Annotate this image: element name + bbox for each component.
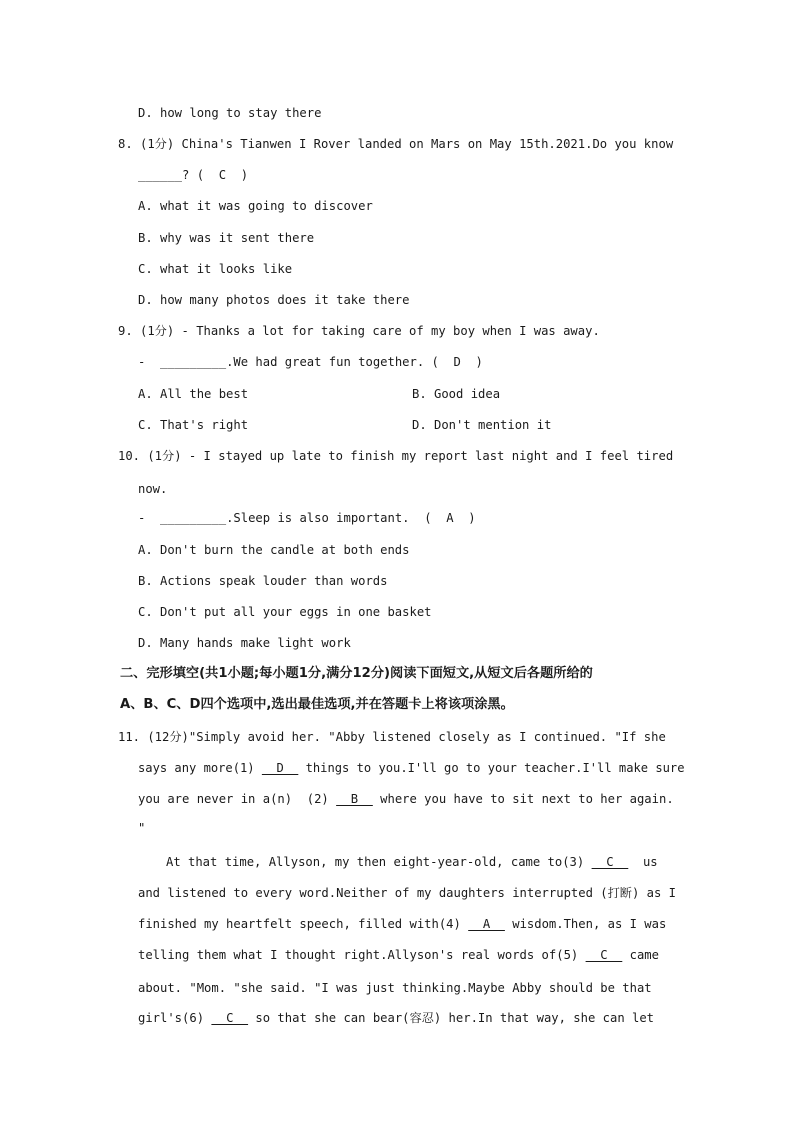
q10-option-c: C. Don't put all your eggs in one basket [138, 605, 432, 619]
q11-text: so that she can bear(容忍) her.In that way, she can let [255, 1011, 655, 1025]
q10-dash: - [138, 511, 146, 525]
answer-blank-3: C [591, 855, 629, 869]
answer-blank-4: A [468, 917, 505, 931]
q11-line-1: 11. (12分)"Simply avoid her. "Abby listened closely as I continued. "If she [118, 730, 666, 744]
q9-dash: - [138, 355, 146, 369]
q9-blank: _________ [160, 355, 227, 369]
q11-para2-line1 [166, 854, 658, 870]
q11-text: finished my heartfelt speech, filled with(4) [138, 917, 461, 931]
q8-stem-line2 [138, 167, 248, 183]
q8-stem: 8. (1分) China's Tianwen I Rover landed on Mars on May 15th.2021.Do you know [118, 137, 674, 151]
q10-stem-line2: now. [138, 482, 168, 496]
q9-reply [138, 354, 483, 370]
q9-option-b: B. Good idea [412, 387, 501, 401]
q7-option-d: D. how long to stay there [138, 106, 322, 120]
q9-option-c: C. That's right [138, 418, 249, 432]
q8-option-b: B. why was it sent there [138, 231, 315, 245]
q10-option-a: A. Don't burn the candle at both ends [138, 543, 410, 557]
q11-text: you are never in a(n) (2) [138, 792, 329, 806]
section-heading-line2: A、B、C、D四个选项中,选出最佳选项,并在答题卡上将该项涂黑。 [120, 697, 514, 712]
q8-option-d: D. how many photos does it take there [138, 293, 410, 307]
q11-para2-line2: and listened to every word.Neither of my daughters interrupted (打断) as I [138, 886, 676, 900]
q9-stem: 9. (1分) - Thanks a lot for taking care of my boy when I was away. [118, 324, 600, 338]
q11-text: came [629, 948, 659, 962]
q11-para2-line4 [138, 947, 659, 963]
q8-option-c: C. what it looks like [138, 262, 293, 276]
q9-option-a: A. All the best [138, 387, 249, 401]
q11-para2-line3 [138, 916, 666, 932]
q8-option-a: A. what it was going to discover [138, 199, 373, 213]
q11-line-4: " [138, 821, 146, 835]
q10-option-d: D. Many hands make light work [138, 636, 351, 650]
q10-blank: _________ [160, 511, 227, 525]
q10-reply [138, 510, 476, 526]
q10-stem: 10. (1分) - I stayed up late to finish my report last night and I feel tired [118, 449, 674, 463]
answer-blank-1: D [261, 761, 299, 775]
q8-blank: ______ [138, 168, 183, 182]
q11-para2-line5: about. "Mom. "she said. "I was just thinking.Maybe Abby should be that [138, 981, 652, 995]
q11-text: where you have to sit next to her again. [380, 792, 674, 806]
q11-text: things to you.I'll go to your teacher.I'll make sure [305, 761, 685, 775]
q11-line-3 [138, 791, 674, 807]
answer-blank-6: C [211, 1011, 249, 1025]
q11-text: says any more(1) [138, 761, 255, 775]
answer-blank-5: C [585, 948, 623, 962]
q11-text: At that time, Allyson, my then eight-year-old, came to(3) [166, 855, 585, 869]
q11-para2-line6 [138, 1010, 654, 1026]
section-heading-line1: 二、完形填空(共1小题;每小题1分,满分12分)阅读下面短文,从短文后各题所给的 [120, 666, 593, 681]
q9-option-d: D. Don't mention it [412, 418, 552, 432]
q11-text: telling them what I thought right.Allyson's real words of(5) [138, 948, 579, 962]
q10-reply-text: .Sleep is also important. ( A ) [226, 511, 476, 525]
q11-text: wisdom.Then, as I was [512, 917, 667, 931]
q11-text: us [642, 855, 658, 869]
q10-option-b: B. Actions speak louder than words [138, 574, 388, 588]
answer-blank-2: B [336, 792, 373, 806]
q9-reply-text: .We had great fun together. ( D ) [226, 355, 483, 369]
q8-answer: ? ( C ) [182, 168, 249, 182]
q11-line-2 [138, 760, 684, 776]
q11-text: girl's(6) [138, 1011, 205, 1025]
